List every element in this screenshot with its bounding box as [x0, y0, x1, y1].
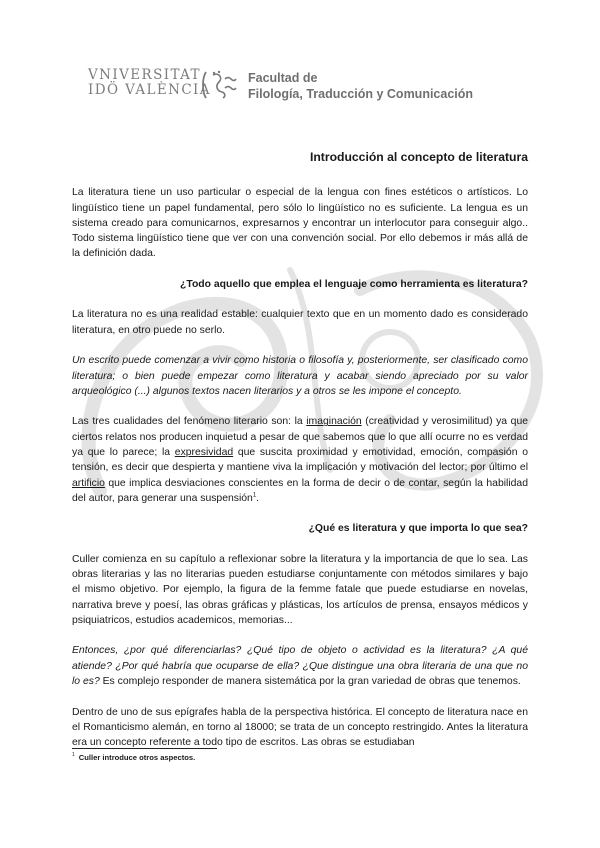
section-question-1: ¿Todo aquello que emplea el lenguaje como herramienta es literatura? — [180, 278, 528, 290]
faculty-name-line1: Facultad de — [248, 71, 318, 85]
paragraph-intro: La literatura tiene un uso particular o especial de la lengua con fines estéticos o artísticos. Lo lingüístico tiene un papel fundamental, pero sólo lo lingüístico no es suficiente. La lengua es un sistema creado para comunicarnos, expresarnos y encontrar un interlocutor para conseguir algo.. Todo sistema lingüístico tiene que ver con una convención social. Por ello debemos ir más allá de la definición dada. — [72, 187, 528, 260]
footnote-mark: 1 — [72, 752, 75, 759]
text-span: que implica desviaciones conscientes en la forma de decir o de contar, según la habilidad del autor, para generar una suspensión — [72, 477, 528, 504]
faculty-name-line2: Filología, Traducción y Comunicación — [248, 87, 474, 101]
faculty-emblem-icon — [201, 69, 237, 101]
text-span: Es complejo responder de manera sistemática por la gran variedad de obras que tenemos. — [99, 676, 521, 688]
page-header — [88, 66, 528, 106]
university-name-line2: IDÖ VALÈNCIA — [88, 82, 211, 98]
page-title: Introducción al concepto de literatura — [309, 150, 528, 164]
faculty-name — [248, 70, 473, 102]
document-body — [72, 150, 528, 766]
university-logo — [88, 68, 211, 98]
text-span: (creatividad y verosimilitud) ya que ciertos relatos nos producen inquietud a pesar de que sabemos que lo que allí ocurre no es verdad ya que lo parece; la — [72, 416, 528, 458]
term-expresividad: expresividad — [174, 446, 234, 458]
university-name-line1: VNIVERSITAT — [88, 67, 201, 83]
text-span: Las tres cualidades del fenómeno literario son: la — [72, 416, 307, 428]
footnote-reference[interactable]: 1 — [252, 492, 257, 499]
footnote-text: Culler introduce otros aspectos. — [78, 753, 196, 762]
paragraph-culler: Culler comienza en su capítulo a reflexionar sobre la literatura y la importancia de que lo sea. Las obras literarias y las no literarias pueden estudiarse conjuntamente con métodos similares y bajo el mismo objetivo. Por ejemplo, la figura de la femme fatale que puede estudiarse en novelas, narrativa breve y poesí, las obras gráficas y plásticas, los artículos de prensa, ensayos médicos y psiquiatricos, estudios academicos, memorias... — [72, 553, 528, 626]
text-span: . — [256, 492, 260, 504]
term-imaginacion: imaginación — [306, 416, 362, 428]
paragraph-instability: La literatura no es una realidad estable: cualquier texto que en un momento dado es considerado literatura, en otro puede no serlo. — [72, 309, 528, 336]
text-span: que suscita proximidad y emotividad, emoción, compasión o tensión, es decir que despierta y mantiene viva la implicación y motivación del lector; por último el — [72, 446, 528, 474]
term-artificio: artificio — [72, 477, 105, 489]
paragraph-qualities — [72, 414, 528, 506]
paragraph-historical: Dentro de uno de sus epígrafes habla de la perspectiva histórica. El concepto de literatura nace en el Romanticismo alemán, en torno al 18000; se trata de un concepto restringido. Antes la literatura era un concepto referente a todo tipo de escritos. Las obras se estudiaban — [72, 706, 528, 749]
paragraph-quote: Un escrito puede comenzar a vivir como historia o filosofía y, posteriormente, ser clasificado como literatura; o bien puede empezar como literatura y acabar siendo apreciado por su valor arqueológico (...) algunos textos nacen literarios y a otros se les impone el concepto. — [72, 355, 528, 397]
section-question-2: ¿Qué es literatura y que importa lo que sea? — [308, 523, 528, 535]
paragraph-questions — [72, 643, 528, 689]
italic-questions: Entonces, ¿por qué diferenciarlas? ¿Qué tipo de objeto o actividad es la literatura? ¿A qué atiende? ¿Por qué habría que ocuparse de ella? ¿Que distingue una obra literaria de una que no lo es? — [72, 645, 528, 688]
